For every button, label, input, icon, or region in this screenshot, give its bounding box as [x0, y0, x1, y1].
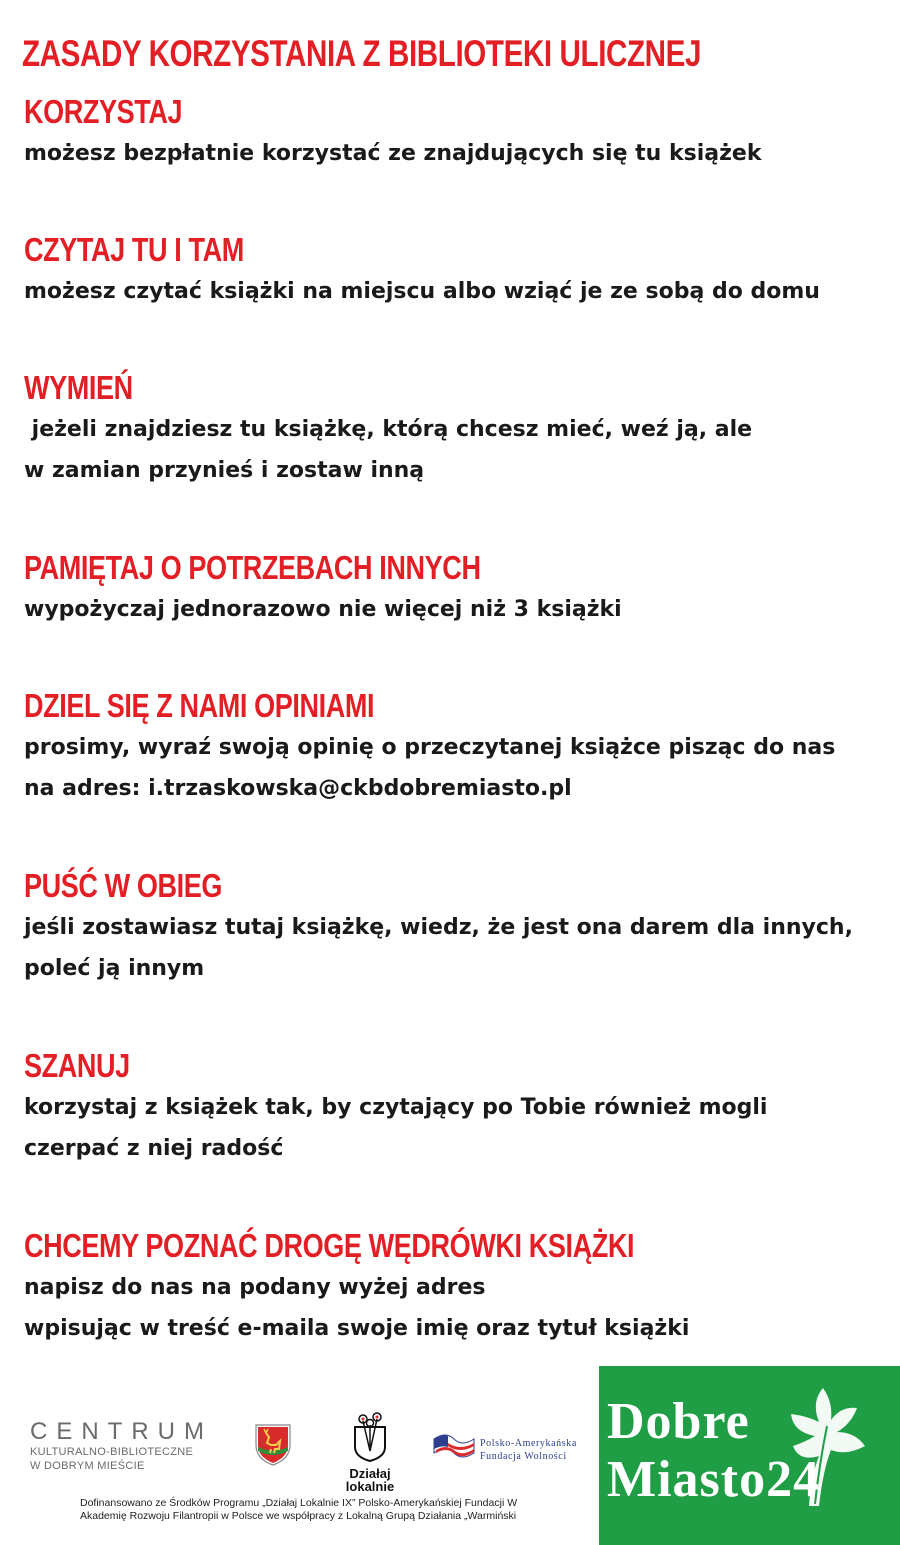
rule-text: w zamian przynieś i zostaw inną [24, 458, 425, 483]
rule-heading: WYMIEŃ [24, 369, 133, 406]
centrum-logo [30, 1419, 215, 1473]
flag-logo-icon [432, 1431, 476, 1461]
rule-section-korzystaj [24, 92, 761, 174]
rule-text: wpisując w treść e-maila swoje imię oraz tytuł książki [24, 1316, 690, 1341]
rule-section-dziel [24, 686, 835, 809]
funding-note-line: Dofinansowano ze Środków Programu „Działaj Lokalnie IX” Polsko-Amerykańskiej Fundacji W [80, 1497, 518, 1509]
rule-text: korzystaj z książek tak, by czytający po Tobie również mogli [24, 1095, 768, 1120]
dzialaj-logo-line: Działaj [349, 1466, 391, 1481]
rule-text: jeśli zostawiasz tutaj książkę, wiedz, że jest ona darem dla innych, [24, 915, 853, 940]
funding-note [80, 1497, 517, 1523]
rule-text: jeżeli znajdziesz tu książkę, którą chcesz mieć, weź ją, ale [24, 417, 753, 442]
rule-section-czytaj [24, 230, 820, 312]
rule-text: wypożyczaj jednorazowo nie więcej niż 3 książki [24, 597, 622, 622]
rule-text: możesz bezpłatnie korzystać ze znajdujących się tu książek [24, 141, 762, 166]
rule-text: na adres: i.trzaskowska@ckbdobremiasto.pl [24, 776, 572, 801]
rule-heading: CHCEMY POZNAĆ DROGĘ WĘDRÓWKI KSIĄŻKI [24, 1227, 635, 1264]
rule-text: możesz czytać książki na miejscu albo wziąć je ze sobą do domu [24, 279, 820, 304]
rule-text: napisz do nas na podany wyżej adres [24, 1275, 486, 1300]
rule-heading: PUŚĆ W OBIEG [24, 867, 223, 904]
dm-logo-word: Dobre [607, 1393, 750, 1450]
rule-section-pusc [24, 866, 853, 989]
centrum-logo-line: W DOBRYM MIEŚCIE [30, 1460, 145, 1472]
rule-text: prosimy, wyraź swoją opinię o przeczytanej książce pisząc do nas [24, 735, 836, 760]
rule-heading: CZYTAJ TU I TAM [24, 231, 244, 268]
rule-heading: PAMIĘTAJ O POTRZEBACH INNYCH [24, 549, 481, 586]
rule-heading: KORZYSTAJ [24, 93, 183, 130]
dzialaj-logo-line: lokalnie [345, 1479, 395, 1494]
rule-text: czerpać z niej radość [24, 1136, 284, 1161]
page-title: ZASADY KORZYSTANIA Z BIBLIOTEKI ULICZNEJ [22, 33, 702, 74]
pafw-logo-text [480, 1437, 577, 1463]
centrum-logo-line: KULTURALNO-BIBLIOTECZNE [30, 1446, 194, 1458]
rule-heading: SZANUJ [24, 1047, 130, 1084]
pafw-logo-line: Polsko-Amerykańska [480, 1438, 577, 1449]
rule-text: poleć ją innym [24, 956, 205, 981]
rule-section-chcemy [24, 1226, 768, 1349]
flowers-logo-icon [345, 1411, 395, 1463]
dm-logo-word: Miasto24 [607, 1451, 821, 1508]
rule-heading: DZIEL SIĘ Z NAMI OPINIAMI [24, 687, 375, 724]
centrum-logo-title: CENTRUM [30, 1418, 213, 1445]
funding-note-line: Akademię Rozwoju Filantropii w Polsce we współpracy z Lokalną Grupą Działania „Warmiński [80, 1510, 517, 1522]
pafw-logo-line: Fundacja Wolności [480, 1451, 567, 1462]
rule-section-szanuj [24, 1046, 767, 1169]
dobre-miasto24-logo [599, 1366, 900, 1545]
rule-section-pamietaj [24, 548, 622, 630]
rule-section-wymien [24, 368, 752, 491]
dzialaj-lokalnie-logo [338, 1411, 402, 1493]
deer-coat-of-arms-icon [254, 1423, 292, 1467]
